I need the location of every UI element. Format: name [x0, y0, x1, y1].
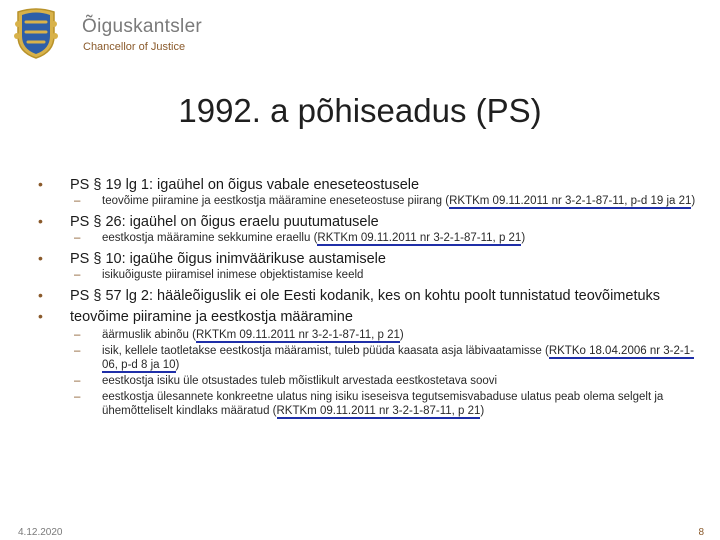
subbullet-text: eestkostja määramine sekkumine eraellu ( [102, 232, 318, 244]
bullet-text: PS § 19 lg 1: igaühel on õigus vabale eneseteostusele [70, 177, 420, 193]
bullet-icon: • [38, 287, 43, 303]
subbullet-tail: ) [480, 405, 485, 417]
dash-icon: – [74, 345, 81, 357]
bullet-ps-19 [38, 176, 698, 194]
subbullet-guardianship-1 [38, 328, 698, 342]
subbullet-tail: ) [399, 329, 404, 341]
subbullet-ps-10-1 [38, 268, 698, 282]
dash-icon: – [74, 195, 81, 207]
bullet-text: PS § 10: igaühe õigus inimväärikuse austamisele [70, 251, 386, 267]
bullet-icon: • [38, 213, 43, 229]
bullet-ps-57 [38, 287, 698, 305]
bullet-text: PS § 26: igaühel on õigus eraelu puutumatusele [70, 214, 379, 230]
case-link[interactable]: RKTKm 09.11.2011 nr 3-2-1-87-11, p 21 [317, 232, 522, 244]
subbullet-tail: ) [175, 359, 180, 371]
bullet-text: teovõime piiramine ja eestkostja määramine [70, 309, 353, 325]
dash-icon: – [74, 329, 81, 341]
brand-subtitle: Chancellor of Justice [83, 41, 186, 53]
case-link[interactable]: RKTKo 18.04.2006 nr 3-2-1-06, p-d 8 ja 10 [102, 345, 694, 371]
bullet-ps-10 [38, 250, 698, 268]
bullet-icon: • [38, 250, 43, 266]
case-link[interactable]: RKTKm 09.11.2011 nr 3-2-1-87-11, p 21 [195, 329, 400, 341]
subbullet-guardianship-2 [38, 344, 698, 372]
dash-icon: – [74, 269, 81, 281]
subbullet-guardianship-4 [38, 390, 698, 418]
bullet-guardianship [38, 308, 698, 326]
case-link[interactable]: RKTKm 09.11.2011 nr 3-2-1-87-11, p-d 19 ja 21 [449, 195, 692, 207]
coat-of-arms-icon [12, 6, 60, 60]
dash-icon: – [74, 375, 81, 387]
case-link[interactable]: RKTKm 09.11.2011 nr 3-2-1-87-11, p 21 [276, 405, 481, 417]
bullet-ps-26 [38, 213, 698, 231]
subbullet-tail: ) [691, 195, 696, 207]
subbullet-text: äärmuslik abinõu ( [102, 329, 196, 341]
logo [8, 6, 203, 60]
subbullet-text: isikuõiguste piiramisel inimese objektistamise keeld [102, 269, 364, 281]
slide-title: 1992. a põhiseadus (PS) [178, 92, 542, 129]
slide-body [38, 176, 698, 418]
dash-icon: – [74, 232, 81, 244]
bullet-text: PS § 57 lg 2: hääleõiguslik ei ole Eesti kodanik, kes on kohtu poolt tunnistatud teovõimetuks [70, 288, 661, 304]
dash-icon: – [74, 391, 81, 403]
subbullet-text: teovõime piiramine ja eestkostja määramine eneseteostuse piirang ( [102, 195, 450, 207]
bullet-icon: • [38, 176, 43, 192]
subbullet-text: eestkostja ülesannete konkreetne ulatus ning isiku iseseisva tegutsemisvabaduse ulatus peab olema selgelt ja ühemõtteliselt kindlaks määratud ( [102, 391, 664, 417]
subbullet-ps-26-1 [38, 231, 698, 245]
subbullet-ps-19-1 [38, 194, 698, 208]
footer-date: 4.12.2020 [18, 527, 63, 538]
subbullet-text: isik, kellele taotletakse eestkostja määramist, tuleb püüda kaasata asja läbivaatamisse ( [102, 345, 549, 357]
subbullet-tail: ) [521, 232, 526, 244]
brand-name: Õiguskantsler [82, 16, 203, 37]
bullet-icon: • [38, 308, 43, 324]
subbullet-guardianship-3 [38, 374, 698, 388]
page-number: 8 [698, 527, 704, 538]
subbullet-text: eestkostja isiku üle otsustades tuleb mõistlikult arvestada eestkostetava soovi [102, 375, 498, 387]
